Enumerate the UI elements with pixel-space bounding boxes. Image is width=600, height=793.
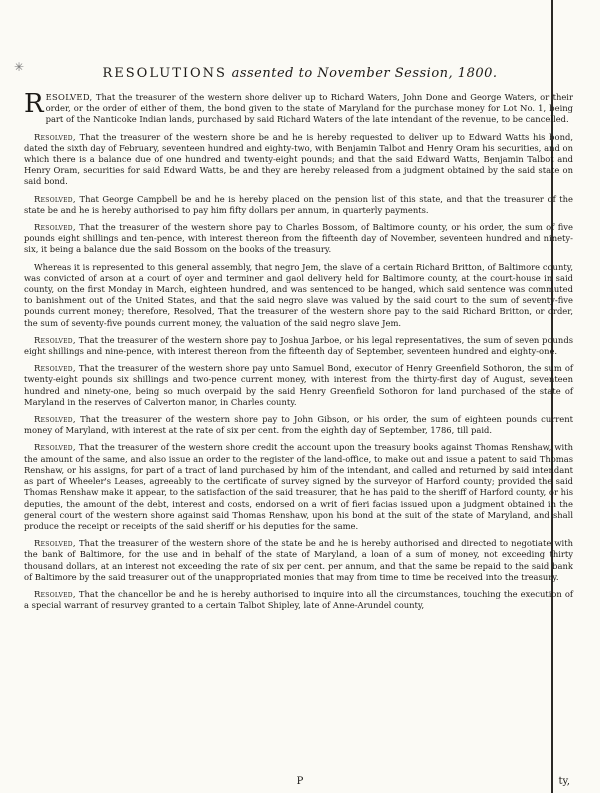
paragraph-lead: Resolved, — [34, 131, 76, 142]
drop-cap: R — [24, 89, 44, 119]
catchword: ty, — [558, 776, 570, 787]
paragraph-text: That the treasurer of the western shore deliver up to Richard Waters, John Done and George Waters, or their order, or the order of either of them, the bond given to the state of Maryland for the purchase money for Lot No. 1, being part of the Nanticoke Indian lands, purchased by said Richard Waters of the late intendant of the revenue, to be cancelled. — [45, 92, 573, 125]
paragraph-text: That the treasurer of the western shore pay to John Gibson, or his order, the sum of eighteen pounds current money of Maryland, with interest at the rate of six per cent. from the eighth day of September, 1786, till paid. — [24, 414, 573, 436]
paragraph-text: Whereas it is represented to this general assembly, that negro Jem, the slave of a certain Richard Britton, of Baltimore county, was convicted of arson at a court of oyer and terminer and gaol delivery held for Baltimore county, at the court-house in said county, on the first Monday in March, eighteen hundred, and was sentenced to be hanged, which said sentence was commuted to banishment out of the United States, and that the said negro slave was valued by the said court to the sum of seventy-five pounds current money; therefore, Resolved, That the treasurer of the western shore pay to the said Richard Britton, or order, the sum of seventy-five pounds current money, the valuation of the said negro slave Jem. — [24, 261, 573, 328]
resolution-paragraph — [24, 194, 573, 216]
paragraph-lead: ESOLVED, — [45, 92, 93, 102]
paragraph-lead: Resolved, — [34, 334, 76, 345]
resolution-paragraph — [24, 442, 573, 532]
paragraph-text: That the treasurer of the western shore pay unto Samuel Bond, executor of Henry Greenfield Sothoron, the sum of twenty-eight pounds six shillings and two-pence current money, with interest from the thirty-first day of August, seventeen hundred and ninety-one, being so much overpaid by the said Henry Greenfield Sothoron for land purchased of the state of Maryland in the reserves of Calverton manor, in Charles county. — [24, 363, 573, 407]
paragraph-lead: Resolved, — [34, 414, 76, 425]
paragraph-text: That the treasurer of the western shore of the state be and he is hereby authorised and directed to negotiate with the bank of Baltimore, for the use and in behalf of the state of Maryland, a loan of a sum of money, not exceeding thirty thousand dollars, at an interest not exceeding the rate of six per cent. per annum, and that the same be repaid to the said bank of Baltimore by the said treasurer out of the unappropriated monies that may from time to time be received into the treasury. — [24, 538, 573, 582]
resolution-paragraph — [24, 89, 573, 126]
ink-speck: ✳ — [14, 60, 25, 74]
page-title — [0, 66, 600, 81]
paragraph-lead: Resolved, — [34, 442, 76, 453]
paragraph-lead: Resolved, — [34, 588, 76, 599]
title-main: RESOLUTIONS — [102, 66, 227, 81]
resolution-paragraph — [24, 132, 573, 188]
paragraph-text: That the treasurer of the western shore be and he is hereby requested to deliver up to Edward Watts his bond, dated the sixth day of February, seventeen hundred and eighty-two, with Benjamin Talbot and Henry Oram his securities, and on which there is a balance due of one hundred and twenty-eight pounds; and that the said Edward Watts, Benjamin Talbot and Henry Oram, securities for said Edward Watts, be and they are hereby released from a judgment obtained by the said state on said bond. — [24, 131, 573, 187]
paragraph-lead: Resolved, — [34, 538, 76, 549]
resolutions-body — [24, 89, 573, 617]
paragraph-text: That George Campbell be and he is hereby placed on the pension list of this state, and that the treasurer of the state be and he is hereby authorised to pay him fifty dollars per annum, in quarterly payments. — [24, 193, 573, 215]
paragraph-lead: Resolved, — [34, 193, 76, 204]
resolution-paragraph — [24, 589, 573, 611]
paragraph-lead: Resolved, — [34, 222, 76, 233]
resolution-paragraph — [24, 363, 573, 408]
resolution-paragraph — [24, 222, 573, 256]
resolution-paragraph — [24, 335, 573, 357]
title-rest: assented to November Session, 1800. — [231, 66, 498, 81]
paragraph-text: That the treasurer of the western shore pay to Joshua Jarboe, or his legal representatives, the sum of seven pounds eight shillings and nine-pence, with interest thereon from the fifteenth day of September, seventeen hundred and eighty-one. — [24, 334, 573, 357]
paragraph-lead: Resolved, — [34, 363, 76, 374]
resolution-paragraph — [24, 414, 573, 436]
paragraph-text: That the treasurer of the western shore credit the account upon the treasury books against Thomas Renshaw, with the amount of the same, and also issue an order to the register of the land-office, to make out and issue a patent to said Thomas Renshaw, or his assigns, for part of a tract of land purchased by him of the intendant, and called and returned by said intendant as part of Wheeler's Leases, agreeably to the certificate of survey signed by the surveyor of Harford county; provided the said Thomas Renshaw make it appear, to the satisfaction of the said treasurer, that he has paid to the sheriff of Harford county, or his deputies, the amount of the debt, interest and costs, endorsed on a writ of fieri facias issued upon a judgment obtained in the general court of the western shore against said Thomas Renshaw, upon his bond at the suit of the state of Maryland, and shall produce the receipt or receipts of the said sheriff or his deputies for the same. — [24, 442, 573, 531]
resolution-paragraph — [24, 262, 573, 329]
paragraph-text: That the treasurer of the western shore pay to Charles Bossom, of Baltimore county, or his order, the sum of five pounds eight shillings and ten-pence, with interest thereon from the fifteenth day of November, seventeen hundred and ninety-six, it being a balance due the said Bossom on the books of the treasury. — [24, 222, 573, 255]
resolution-paragraph — [24, 538, 573, 583]
paragraph-text: That the chancellor be and he is hereby authorised to inquire into all the circumstances, touching the execution of a special warrant of resurvey granted to a certain Talbot Shipley, late of Anne-Arundel county, — [24, 588, 573, 611]
signature-mark: P — [296, 776, 304, 787]
